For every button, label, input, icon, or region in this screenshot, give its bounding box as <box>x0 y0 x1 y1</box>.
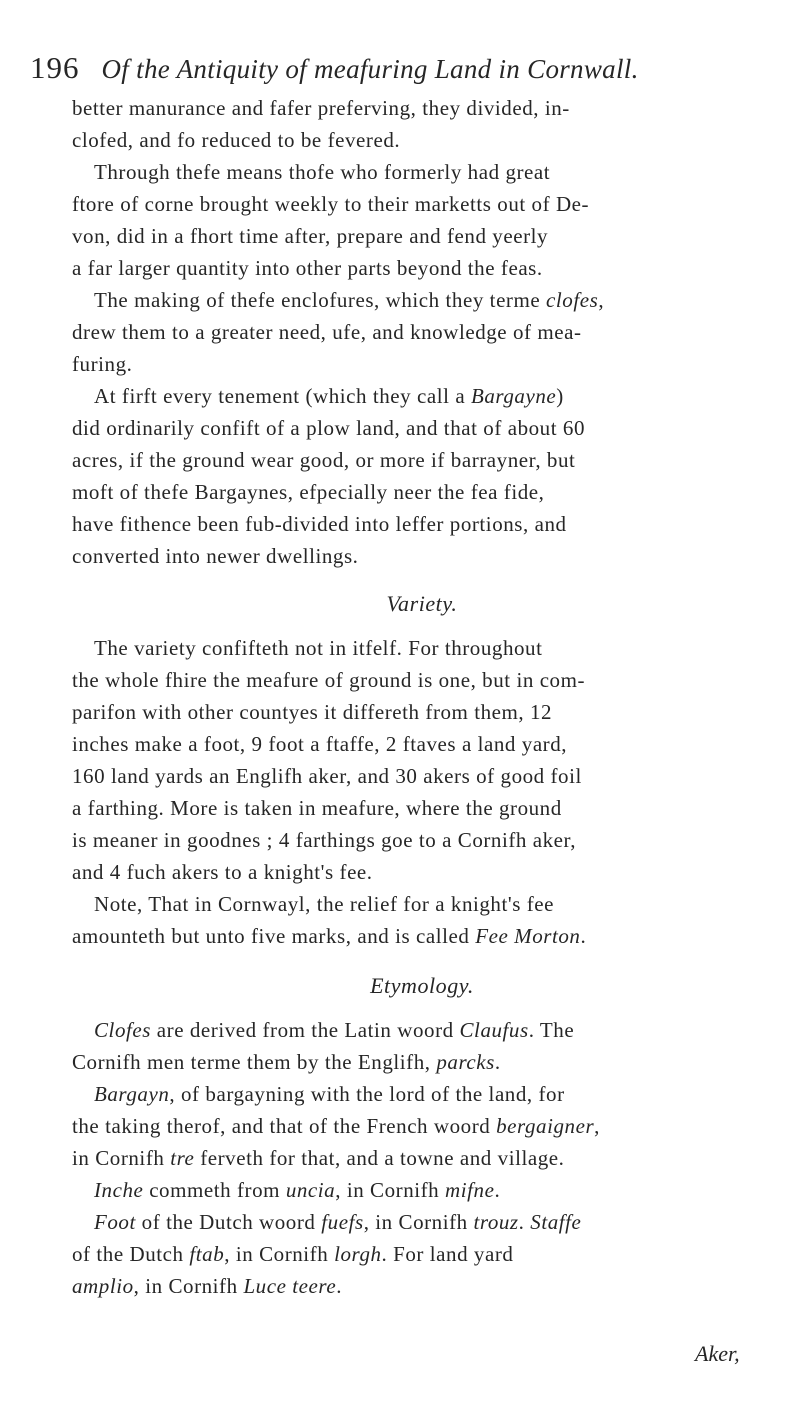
text-line: a far larger quantity into other parts beyond the feas. <box>72 256 543 280</box>
text-run: , in Cornifh <box>335 1178 446 1202</box>
text-run: ) <box>556 384 564 408</box>
text-line <box>72 1174 772 1206</box>
text-line <box>72 1078 772 1110</box>
text-line: and 4 fuch akers to a knight's fee. <box>72 860 373 884</box>
term: fuefs <box>321 1210 364 1234</box>
paragraph-first <box>72 380 772 572</box>
term: Inche <box>94 1178 144 1202</box>
text-line: drew them to a greater need, ufe, and knowledge of mea- <box>72 320 582 344</box>
term: Luce teere <box>243 1274 337 1298</box>
page-header <box>30 50 770 86</box>
text-line: inches make a foot, 9 foot a ftaffe, 2 ftaves a land yard, <box>72 732 568 756</box>
term: uncia <box>285 1178 336 1202</box>
text-line <box>72 1110 772 1142</box>
paragraph-making <box>72 284 772 380</box>
term: parcks <box>436 1050 495 1074</box>
paragraph-continuation <box>72 92 772 156</box>
term: trouz <box>473 1210 519 1234</box>
catchword: Aker, <box>695 1341 740 1366</box>
text-line: the whole fhire the meafure of ground is one, but in com- <box>72 668 586 692</box>
text-run: , <box>594 1114 600 1138</box>
text-run: ferveth for that, and a towne and village. <box>194 1146 565 1170</box>
text-line: ftore of corne brought weekly to their marketts out of De- <box>72 192 590 216</box>
term: Staffe <box>530 1210 582 1234</box>
text-run: . <box>494 1050 501 1074</box>
text-run: of the Dutch woord <box>135 1210 322 1234</box>
text-run: . <box>518 1210 531 1234</box>
text-line <box>72 284 772 316</box>
text-run: . For land yard <box>381 1242 514 1266</box>
text-line: a farthing. More is taken in meafure, where the ground <box>72 796 562 820</box>
text-line <box>72 1046 772 1078</box>
text-line: clofed, and fo reduced to be fevered. <box>72 128 401 152</box>
text-line: Note, That in Cornwayl, the relief for a knight's fee <box>94 892 554 916</box>
text-line: moft of thefe Bargaynes, efpecially neer the fea fide, <box>72 480 545 504</box>
term: amplio <box>72 1274 134 1298</box>
body-text <box>72 92 772 1302</box>
text-run: commeth from <box>143 1178 286 1202</box>
etymology-inche <box>72 1174 772 1206</box>
section-heading-variety: Variety. <box>386 591 458 616</box>
text-run: , <box>598 288 605 312</box>
text-line: converted into newer dwellings. <box>72 544 359 568</box>
term: tre <box>170 1146 195 1170</box>
paragraph-note <box>72 888 772 952</box>
text-run: of the Dutch <box>72 1242 190 1266</box>
page-number: 196 <box>30 50 80 85</box>
text-line <box>72 1014 772 1046</box>
text-run: , in Cornifh <box>363 1210 474 1234</box>
paragraph-through <box>72 156 772 284</box>
term: Claufus <box>459 1018 529 1042</box>
running-title: Of the Antiquity of meafuring Land in Cornwall. <box>101 54 639 84</box>
section-heading-etymology: Etymology. <box>370 973 474 998</box>
text-line: 160 land yards an Englifh aker, and 30 akers of good foil <box>72 764 582 788</box>
text-line: Through thefe means thofe who formerly had great <box>94 160 551 184</box>
text-line: better manurance and fafer preferving, they divided, in- <box>72 96 570 120</box>
text-line: furing. <box>72 352 133 376</box>
term: Bargayn <box>94 1082 170 1106</box>
etymology-bargayn <box>72 1078 772 1174</box>
text-run: , in Cornifh <box>133 1274 244 1298</box>
paragraph-variety <box>72 632 772 888</box>
text-line <box>72 1238 772 1270</box>
text-line <box>72 1206 772 1238</box>
text-line: von, did in a fhort time after, prepare and fend yeerly <box>72 224 549 248</box>
term: Foot <box>94 1210 136 1234</box>
text-line: have fithence been fub-divided into leffer portions, and <box>72 512 567 536</box>
term: lorgh <box>334 1242 382 1266</box>
text-line: is meaner in goodnes ; 4 farthings goe to a Cornifh aker, <box>72 828 577 852</box>
text-line <box>72 1142 772 1174</box>
text-run: the taking therof, and that of the French woord <box>72 1114 497 1138</box>
text-line: acres, if the ground wear good, or more if barrayner, but <box>72 448 576 472</box>
text-run: . <box>580 924 587 948</box>
text-run: in Cornifh <box>72 1146 171 1170</box>
text-run: . The <box>528 1018 575 1042</box>
term-fee-morton: Fee Morton <box>475 924 581 948</box>
text-line: parifon with other countyes it differeth from them, 12 <box>72 700 553 724</box>
text-run: . <box>336 1274 343 1298</box>
text-run: Cornifh men terme them by the Englifh, <box>72 1050 437 1074</box>
text-run: At firft every tenement (which they call a <box>94 384 471 408</box>
text-run: . <box>494 1178 501 1202</box>
text-line <box>72 920 772 952</box>
term-bargayne: Bargayne <box>471 384 557 408</box>
etymology-clofes <box>72 1014 772 1078</box>
text-run: The making of thefe enclofures, which they terme <box>94 288 547 312</box>
text-run: amounteth but unto five marks, and is called <box>72 924 476 948</box>
term: mifne <box>445 1178 495 1202</box>
text-line: The variety confifteth not in itfelf. For throughout <box>94 636 543 660</box>
text-run: , of bargayning with the lord of the land, for <box>169 1082 565 1106</box>
text-run: are derived from the Latin woord <box>150 1018 460 1042</box>
text-line: did ordinarily confift of a plow land, and that of about 60 <box>72 416 585 440</box>
term: Clofes <box>94 1018 151 1042</box>
text-line <box>72 380 772 412</box>
term-clofes: clofes <box>546 288 599 312</box>
etymology-foot <box>72 1206 772 1302</box>
text-line <box>72 1270 772 1302</box>
term: ftab <box>189 1242 225 1266</box>
text-run: , in Cornifh <box>224 1242 335 1266</box>
term: bergaigner <box>496 1114 595 1138</box>
